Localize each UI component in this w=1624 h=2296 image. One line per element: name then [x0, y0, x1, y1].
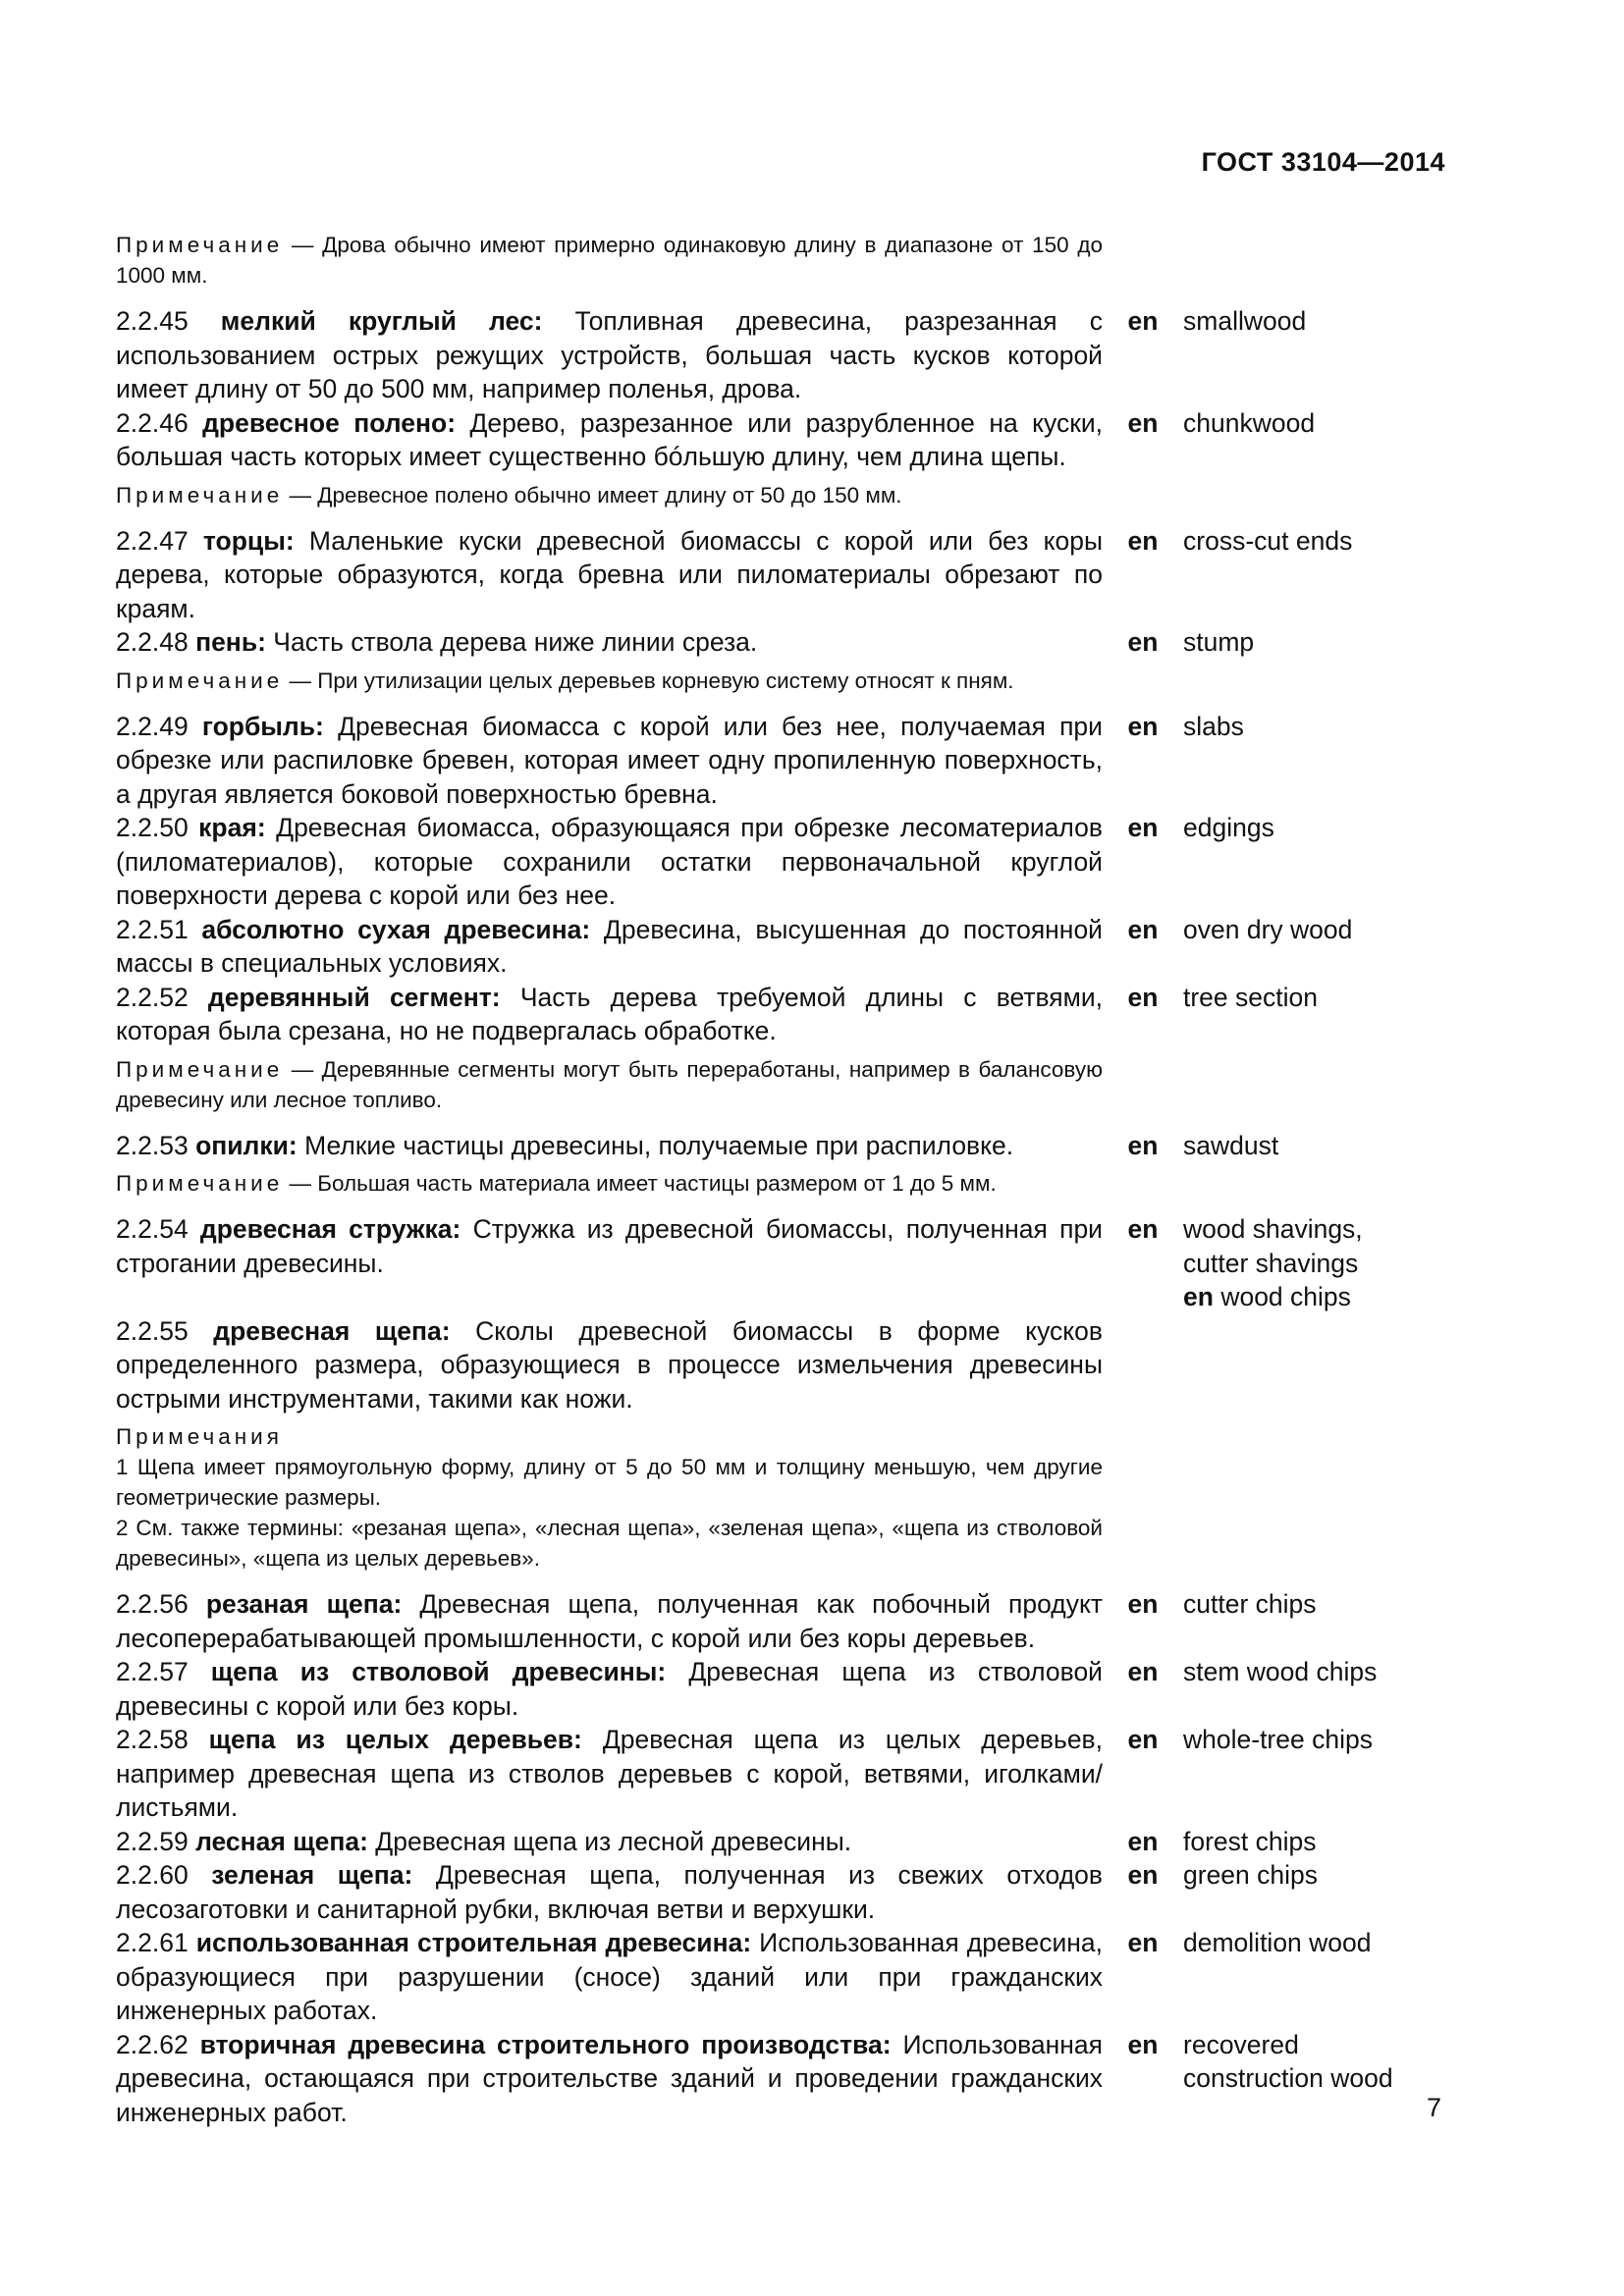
term-number: 2.2.48 [116, 627, 189, 657]
term-number: 2.2.49 [116, 711, 189, 741]
term-number: 2.2.57 [116, 1657, 189, 1686]
language-code: en [1127, 1589, 1159, 1619]
term-number: 2.2.50 [116, 813, 189, 842]
note-text: — При утилизации целых деревьев корневую систему относят к пням. [283, 667, 1014, 693]
term-definition [116, 524, 1103, 626]
english-equivalent [1183, 710, 1409, 744]
english-term: slabs [1183, 711, 1244, 741]
english-equivalent [1183, 1858, 1409, 1893]
term-name: использованная строительная древесина: [195, 1928, 752, 1957]
term-name: горбыль: [201, 711, 324, 741]
term-entry [116, 1655, 1412, 1723]
note [116, 480, 1103, 510]
english-equivalent [1183, 406, 1409, 441]
english-term: forest chips [1183, 1826, 1317, 1856]
language-code: en [1127, 1214, 1159, 1244]
term-number: 2.2.61 [116, 1928, 189, 1957]
term-definition-text: Топливная древесина, разрезанная с использованием острых режущих устройств, большая часть кусков которой имеет длину от 50 до 500 мм, например поленья, дрова. [116, 306, 1103, 403]
language-code: en [1127, 1130, 1159, 1160]
term-definition-text: Сколы древесной биомассы в форме кусков определенного размера, образующиеся в процессе измельчения древесины острыми инструментами, такими как ножи. [116, 1315, 1103, 1414]
term-number: 2.2.56 [116, 1589, 189, 1619]
term-definition [116, 625, 1103, 660]
term-entry [116, 1858, 1412, 1926]
term-number: 2.2.53 [116, 1130, 189, 1160]
english-term: demolition wood [1183, 1928, 1372, 1957]
language-code: en [1127, 525, 1159, 556]
term-definition [116, 1129, 1103, 1163]
language-code: en [1127, 982, 1159, 1012]
term-name: торцы: [202, 525, 295, 556]
term-entry [116, 1926, 1412, 2028]
term-name: щепа из целых деревьев: [208, 1725, 582, 1754]
english-equivalent [1183, 1825, 1409, 1859]
english-term: oven dry wood [1183, 914, 1353, 944]
language-code: en [1127, 2029, 1159, 2059]
english-equivalent [1183, 1655, 1409, 1689]
term-definition-text: Древесная щепа из целых деревьев, например древесная щепа из стволов деревьев с корой, ветвями, иголками/листьями. [116, 1725, 1103, 1822]
english-equivalent [1183, 811, 1409, 845]
term-definition [116, 406, 1103, 474]
term-definition-text: Древесная биомасса, образующаяся при обрезке лесоматериалов (пиломатериалов), которые сохранили остатки первоначальной круглой поверхности дерева с корой или без нее. [116, 813, 1104, 910]
note [116, 230, 1103, 291]
note-label: Примечание [116, 233, 284, 257]
term-name: вторичная древесина строительного производства: [199, 2029, 892, 2059]
language-code: en [1127, 1657, 1159, 1686]
note [116, 1168, 1103, 1199]
term-entry [116, 913, 1412, 981]
language-code: en [1127, 1860, 1159, 1890]
term-definition-text: Древесная биомасса с корой или без нее, получаемая при обрезке или распиловке бревен, которая имеет одну пропиленную поверхность, а другая является боковой поверхностью бревна. [116, 711, 1103, 809]
english-equivalent [1183, 1587, 1409, 1622]
term-definition-text: Мелкие частицы древесины, получаемые при распиловке. [297, 1130, 1014, 1160]
english-equivalent [1183, 304, 1409, 339]
term-definition [116, 1655, 1103, 1723]
note-label: Примечание [116, 482, 284, 507]
term-number: 2.2.62 [116, 2029, 189, 2059]
term-name: щепа из стволовой древесины: [210, 1657, 667, 1686]
notes [116, 1421, 1103, 1574]
english-equivalent [1183, 981, 1409, 1015]
english-term: sawdust [1183, 1130, 1279, 1160]
note-label: Примечание [116, 1171, 284, 1196]
note-text: — Большая часть материала имеет частицы размером от 1 до 5 мм. [283, 1171, 997, 1196]
english-term: wood chips [1220, 1282, 1351, 1311]
term-definition-text: Древесная щепа, полученная как побочный продукт лесоперерабатывающей промышленности, с корой или без коры деревьев. [116, 1589, 1103, 1653]
term-definition [116, 1926, 1103, 2028]
term-number: 2.2.52 [116, 982, 189, 1012]
term-entry [116, 1129, 1412, 1163]
term-name: древесная стружка: [199, 1214, 461, 1244]
term-definition [116, 811, 1103, 913]
english-equivalent [1183, 625, 1409, 660]
term-name: опилки: [195, 1130, 298, 1160]
english-term: whole-tree chips [1183, 1725, 1373, 1754]
language-code: en [1127, 627, 1159, 657]
term-name: резаная щепа: [205, 1589, 403, 1619]
term-number: 2.2.55 [116, 1315, 189, 1346]
term-definition-text: Использованная древесина, образующиеся при разрушении (сносе) зданий или при гражданских инженерных работах. [116, 1928, 1103, 2025]
english-equivalent [1183, 2028, 1409, 2096]
term-name: абсолютно сухая древесина: [201, 914, 591, 944]
term-definition [116, 913, 1103, 981]
term-entry [116, 1825, 1412, 1859]
note-text: — Дрова обычно имеют примерно одинаковую длину в диапазоне от 150 до 1000 мм. [116, 233, 1103, 288]
term-number: 2.2.60 [116, 1860, 189, 1890]
english-term: cutter chips [1183, 1589, 1317, 1619]
term-entry [116, 710, 1412, 812]
notes-label: Примечания [116, 1424, 283, 1449]
term-definition-text: Часть дерева требуемой длины с ветвями, которая была срезана, но не подвергалась обработке. [116, 982, 1103, 1045]
term-number: 2.2.51 [116, 914, 189, 944]
term-entry [116, 524, 1412, 626]
language-code: en [1127, 306, 1159, 336]
note-text: — Древесное полено обычно имеет длину от 50 до 150 мм. [283, 482, 902, 507]
language-code: en [1127, 1725, 1159, 1754]
language-code: en [1127, 407, 1159, 438]
term-entry [116, 2028, 1412, 2130]
english-term: edgings [1183, 813, 1274, 842]
english-term: chunkwood [1183, 407, 1316, 438]
term-entry [116, 406, 1412, 474]
term-definition-text: Маленькие куски древесной биомассы с корой или без коры дерева, которые образуются, когда бревна или пиломатериалы обрезают по краям. [116, 525, 1103, 623]
english-term: stem wood chips [1183, 1657, 1378, 1686]
term-entry [116, 1723, 1412, 1825]
term-definition [116, 981, 1103, 1048]
term-definition-text: Древесная щепа, полученная из свежих отходов лесозаготовки и санитарной рубки, включая ветви и верхушки. [116, 1860, 1103, 1924]
term-definition-text: Древесина, высушенная до постоянной массы в специальных условиях. [116, 914, 1103, 978]
term-number: 2.2.54 [116, 1214, 189, 1244]
term-entry [116, 625, 1412, 660]
term-definition [116, 710, 1103, 812]
note-label: Примечание [116, 667, 284, 693]
term-definition [116, 1314, 1103, 1416]
note-text: — Деревянные сегменты могут быть переработаны, например в балансовую древесину или лесное топливо. [116, 1056, 1103, 1112]
term-definition-text: Стружка из древесной биомассы, полученная при строгании древесины. [116, 1214, 1103, 1278]
english-term: recovered construction wood [1183, 2029, 1393, 2093]
english-term: tree section [1183, 982, 1318, 1012]
term-definition-text: Древесная щепа из лесной древесины. [367, 1826, 852, 1856]
english-equivalent [1183, 1129, 1409, 1163]
term-entry [116, 304, 1412, 406]
term-entry [116, 1314, 1412, 1416]
terms-list [116, 224, 1412, 2129]
term-number: 2.2.46 [116, 407, 189, 438]
term-definition [116, 1825, 1103, 1859]
page-number: 7 [1426, 2093, 1441, 2122]
term-definition [116, 1587, 1103, 1655]
note [116, 666, 1103, 696]
note-label: Примечание [116, 1056, 284, 1082]
language-code: en [1127, 813, 1159, 842]
term-definition-text: Использованная древесина, остающаяся при строительстве зданий и проведении гражданских инженерных работ. [116, 2029, 1103, 2127]
note [116, 1054, 1103, 1115]
term-definition [116, 304, 1103, 406]
language-code: en [1183, 1282, 1214, 1311]
language-code: en [1127, 711, 1159, 741]
english-equivalent [1183, 1926, 1409, 1960]
term-entry [116, 811, 1412, 913]
english-term: stump [1183, 627, 1255, 657]
english-equivalent [1183, 913, 1409, 947]
term-name: лесная щепа: [195, 1826, 368, 1856]
term-name: края: [198, 813, 266, 842]
term-definition-text: Часть ствола дерева ниже линии среза. [265, 627, 758, 657]
language-code: en [1127, 1826, 1159, 1856]
term-definition [116, 2028, 1103, 2130]
term-definition [116, 1858, 1103, 1926]
term-definition [116, 1212, 1103, 1280]
english-term: smallwood [1183, 306, 1307, 336]
note-item: 1 Щепа имеет прямоугольную форму, длину от 5 до 50 мм и толщину меньшую, чем другие геометрические размеры. [116, 1455, 1103, 1510]
english-equivalent [1183, 524, 1409, 559]
english-term: wood shavings, cutter shavings [1183, 1214, 1363, 1278]
english-equivalent [1183, 1212, 1409, 1314]
term-name: мелкий круглый лес: [220, 306, 543, 336]
term-name: древесное полено: [202, 407, 457, 438]
language-code: en [1127, 914, 1159, 944]
term-entry [116, 1587, 1412, 1655]
english-equivalent [1183, 1723, 1409, 1757]
term-name: деревянный сегмент: [207, 982, 501, 1012]
term-name: пень: [195, 627, 266, 657]
term-number: 2.2.58 [116, 1725, 189, 1754]
term-definition-text: Древесная щепа из стволовой древесины с корой или без коры. [116, 1657, 1103, 1721]
term-name: зеленая щепа: [211, 1860, 413, 1890]
term-definition [116, 1723, 1103, 1825]
english-term: green chips [1183, 1860, 1319, 1890]
term-entry [116, 1212, 1412, 1314]
english-term: cross-cut ends [1183, 525, 1353, 556]
term-definition-text: Дерево, разрезанное или разрубленное на куски, большая часть которых имеет существенно бóльшую длину, чем длина щепы. [116, 407, 1103, 471]
term-entry [116, 981, 1412, 1048]
term-number: 2.2.45 [116, 306, 189, 336]
term-name: древесная щепа: [213, 1315, 451, 1346]
term-number: 2.2.47 [116, 525, 189, 556]
term-number: 2.2.59 [116, 1826, 189, 1856]
note-item: 2 См. также термины: «резаная щепа», «лесная щепа», «зеленая щепа», «щепа из стволовой древесины», «щепа из целых деревьев». [116, 1516, 1103, 1571]
document-header: ГОСТ 33104—2014 [1201, 147, 1445, 177]
language-code: en [1127, 1928, 1159, 1957]
